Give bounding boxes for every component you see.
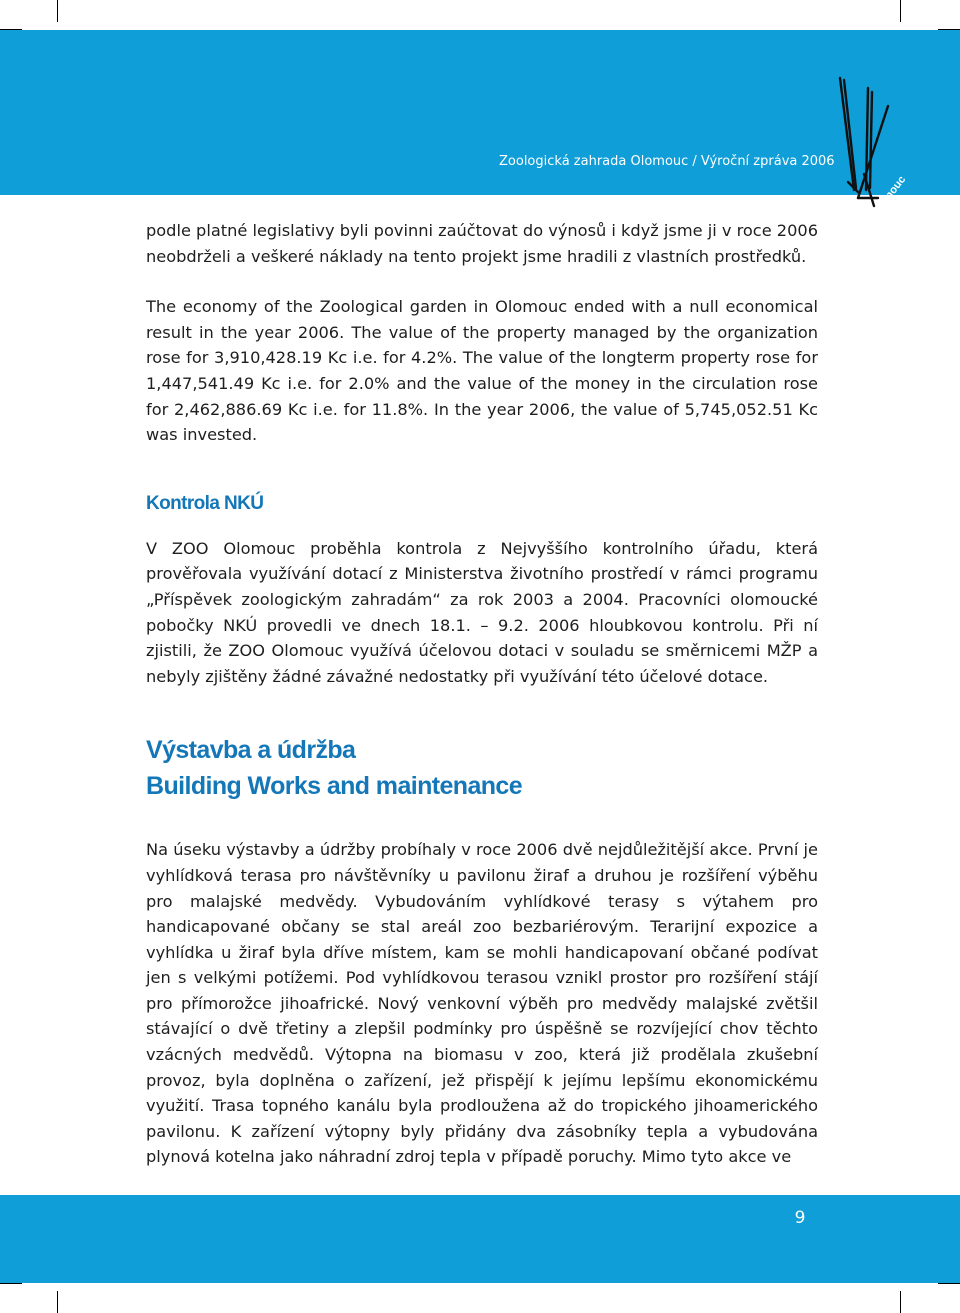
crop-mark xyxy=(0,1283,22,1284)
page-number: 9 xyxy=(794,1208,806,1228)
kontrola-heading: Kontrola NKÚ xyxy=(146,492,264,514)
economy-paragraph: The economy of the Zoological garden in Olomouc ended with a null economical result in the year 2006. The value of the property managed by the organization rose for 3,910,428.19 Kc i.e. for 4.2%. The value of the longterm property rose for 1,447,541.49 Kc i.e. for 2.0% and the value of the money in the circulation rose for 2,462,886.69 Kc i.e. for 11.8%. In the year 2006, the value of 5,745,052.51 Kc was invested. xyxy=(146,297,818,445)
page-content xyxy=(146,218,818,1170)
kontrola-paragraph: V ZOO Olomouc proběhla kontrola z Nejvyššího kontrolního úřadu, která prověřovala využívání dotací z Ministerstva životního prostředí v rámci programu „Příspěvek zoologickým zahradám“ za rok 2003 a 2004. Pracovníci olomoucké pobočky NKÚ provedli ve dnech 18.1. – 9.2. 2006 hloubkovou kontrolu. Při ní zjistili, že ZOO Olomouc využívá účelovou dotaci v souladu se směrnicemi MŽP a nebyly zjištěny žádné závažné nedostatky při využívání této účelové dotace. xyxy=(146,538,818,686)
logo-text: ZOO Olomouc xyxy=(852,173,909,240)
crop-mark xyxy=(57,1291,58,1313)
crop-mark xyxy=(900,1291,901,1313)
intro-paragraph: podle platné legislativy byli povinni zaúčtovat do výnosů i když jsme ji v roce 2006 neobdrželi a veškeré náklady na tento projekt jsme hradili z vlastních prostředků. xyxy=(146,221,818,266)
vystavba-heading-group xyxy=(146,732,818,804)
giraffe-logo-icon xyxy=(840,78,888,206)
zoo-olomouc-logo xyxy=(818,70,928,244)
crop-mark xyxy=(938,1283,960,1284)
vystavba-paragraph: Na úseku výstavby a údržby probíhaly v roce 2006 dvě nejdůležitější akce. První je vyhlídková terasa pro návštěvníky u pavilonu žiraf a druhou je rozšíření výběhu pro malajské medvědy. Vybudováním vyhlídkové terasy s výtahem pro handicapované občany se stal areál zoo bezbariérovým. Terarijní expozice a vyhlídka u žiraf byla dříve místem, kam se mohli handicapovaní občané podívat jen s velkými potížemi. Pod vyhlídkovou terasou vznikl prostor pro rozšíření stájí pro přímorožce jihoafrické. Nový venkovní výběh pro medvědy malajské zvětšil stávající o dvě třetiny a zlepšil podmínky pro úspěšně se rozvíjející chov těchto vzácných medvědů. Výtopna na biomasu v zoo, která již prodělala zkušební provoz, byla doplněna o zařízení, jež přispějí k jejímu lepšímu ekonomickému využití. Trasa topného kanálu byla prodloužena až do tropického jihoamerického pavilonu. K zařízení výtopny byly přidány dva zásobníky tepla a vybudována plynová kotelna jako náhradní zdroj tepla v případě poruchy. Mimo tyto akce ve xyxy=(146,840,818,1167)
header-band xyxy=(0,30,960,195)
vystavba-heading-cz: Výstavba a údržba xyxy=(146,736,356,765)
crop-mark xyxy=(57,0,58,22)
vystavba-heading-en: Building Works and maintenance xyxy=(146,772,523,801)
crop-mark xyxy=(900,0,901,22)
header-title: Zoologická zahrada Olomouc / Výroční zpráva 2006 xyxy=(499,154,835,169)
